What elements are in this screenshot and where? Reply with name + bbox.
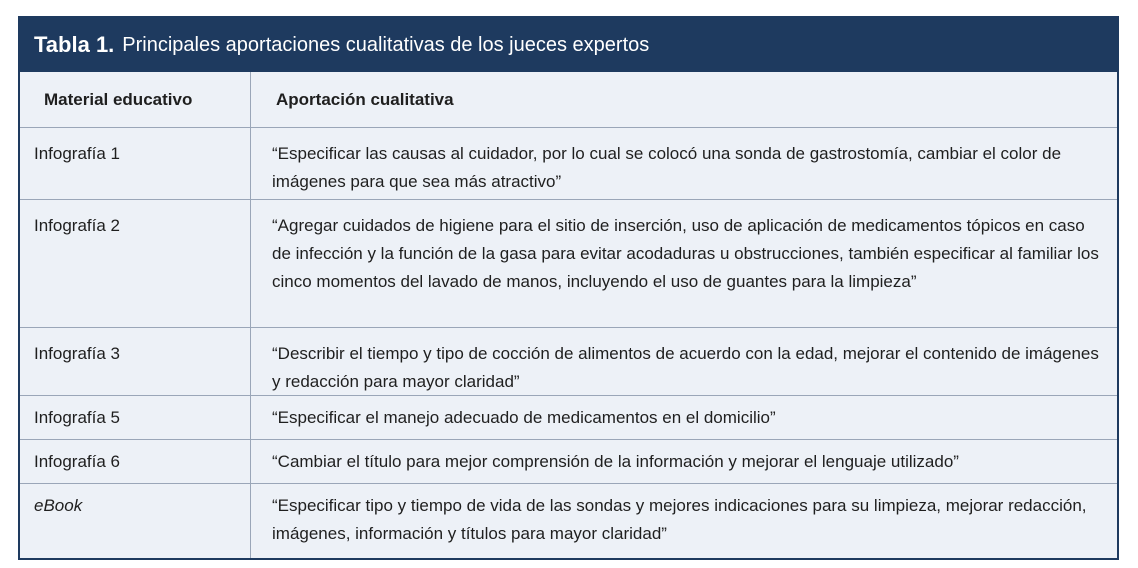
material-cell: Infografía 2: [34, 216, 121, 235]
aportacion-cell: “Agregar cuidados de higiene para el sitio de inserción, uso de aplicación de medicamentos tópicos en caso de infección y la función de la gasa para evitar acodaduras u obstrucciones, también especificar al familiar los cinco momentos del lavado de manos, incluyendo el uso de guantes para la limpieza”: [272, 216, 1099, 291]
aportacion-cell: “Cambiar el título para mejor comprensión de la información y mejorar el lenguaje utilizado”: [272, 452, 959, 471]
material-cell: Infografía 6: [34, 452, 121, 471]
table-container: [18, 16, 1119, 560]
table-row: [20, 440, 1117, 484]
table-header-row: [20, 72, 1117, 128]
table-title: Principales aportaciones cualitativas de los jueces expertos: [122, 33, 650, 56]
material-cell: Infografía 1: [34, 144, 121, 163]
table-row: [20, 328, 1117, 396]
material-cell: eBook: [34, 496, 83, 515]
aportacion-cell: “Especificar el manejo adecuado de medicamentos en el domicilio”: [272, 408, 776, 427]
aportacion-cell: “Describir el tiempo y tipo de cocción de alimentos de acuerdo con la edad, mejorar el contenido de imágenes y redacción para mayor claridad”: [272, 344, 1099, 391]
table-row: [20, 200, 1117, 328]
column-header-aportacion: Aportación cualitativa: [276, 89, 454, 109]
aportacion-cell: “Especificar tipo y tiempo de vida de las sondas y mejores indicaciones para su limpieza, mejorar redacción, imágenes, información y títulos para mayor claridad”: [272, 496, 1087, 543]
material-cell: Infografía 3: [34, 344, 121, 363]
aportacion-cell: “Especificar las causas al cuidador, por lo cual se colocó una sonda de gastrostomía, cambiar el color de imágenes para que sea más atractivo”: [272, 144, 1062, 191]
material-cell: Infografía 5: [34, 408, 121, 427]
table-row: [20, 128, 1117, 200]
table-number: Tabla 1.: [34, 32, 115, 57]
column-header-material: Material educativo: [44, 89, 193, 109]
table-row: [20, 396, 1117, 440]
table-title-bar: [20, 18, 1117, 72]
table-row: [20, 484, 1117, 558]
